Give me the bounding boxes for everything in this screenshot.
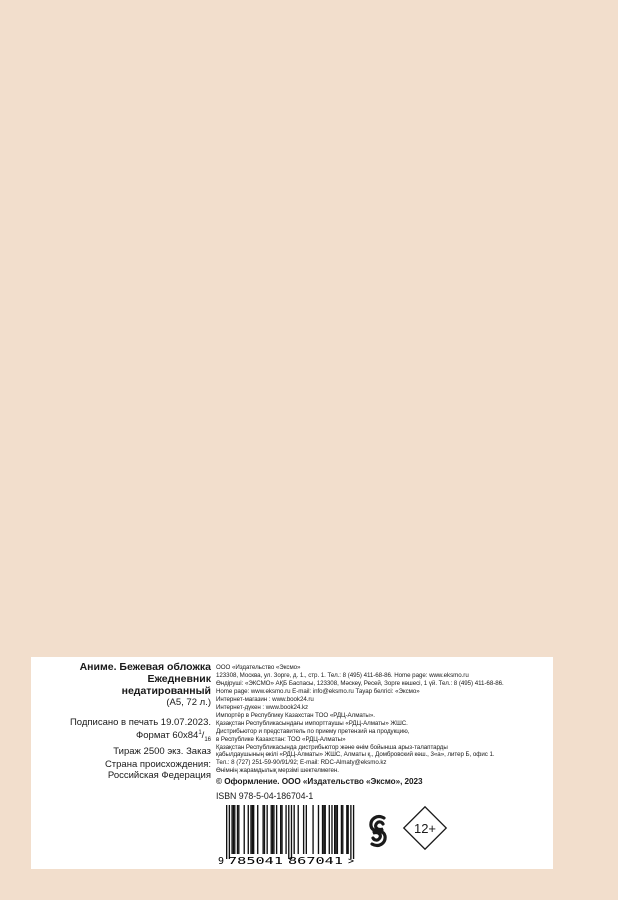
barcode-bar [294,805,295,854]
barcode-bar [244,805,245,854]
eksmo-logo-icon [366,812,390,850]
barcode-bar [233,805,234,854]
barcode-bar [346,805,347,854]
barcode-bar [226,805,227,859]
publisher-info [216,664,551,802]
copyright: © Оформление. ООО «Издательство «Эксмо», 2023 [216,777,423,787]
barcode-bar [280,805,281,854]
book-title-line-1: Аниме. Бежевая обложка [79,661,211,673]
barcode-bar [323,805,324,854]
age-rating-badge [402,805,448,851]
book-info [31,661,211,781]
publisher-line: Импортёр в Республику Казахстан ТОО «РДЦ-Алматы». [216,711,375,719]
barcode-bar [348,805,349,854]
signed-date: Подписано в печать 19.07.2023. [69,717,211,728]
publisher-line: в Республике Казахстан: ТОО «РДЦ-Алматы» [216,735,346,743]
barcode-bar [250,805,251,854]
barcode-bar [273,805,274,854]
publisher-line: Дистрибьютор и представитель по приему претензий на продукцию, [216,727,410,735]
publisher-line: Тел.: 8 (727) 251-59-90/91/92; E-mail: RDC-Almaty@eksmo.kz [216,759,387,767]
barcode-bar [312,805,313,854]
country-label: Страна происхождения: [104,759,211,771]
barcode-bar [331,805,332,854]
barcode-bar [229,805,230,859]
barcode-bar [353,805,354,859]
book-title-line-3: недатированный [121,685,211,697]
barcode-bar [238,805,239,854]
barcode-bar [325,805,326,854]
publisher-line: Қазақстан Республикасындағы импорттаушы «РДЦ-Алматы» ЖШС. [216,719,408,727]
format-sub: 16 [204,737,211,744]
publisher-line: Өндіруші: «ЭКСМО» АҚБ Баспасы, 123308, Мәскеу, Ресей, Зорге көшесі, 1 үй. Тел.: 8 (495) 411-68-86. [216,679,504,687]
format-sup: 1 [198,730,202,736]
age-rating-text: 12+ [413,821,437,836]
barcode-bar [252,805,253,854]
publisher-line: Интернет-магазин : www.book24.ru [216,695,314,703]
publisher-line: Өнімнің жарамдылық мерзімі шектелмеген. [216,767,339,775]
barcode-bar [350,805,351,859]
barcode-bar [276,805,277,854]
book-title-line-2: Ежедневник [147,673,211,685]
barcode-bar [334,805,335,854]
barcode-bar [234,805,235,854]
barcode-bar [248,805,249,854]
barcode-bar [342,805,343,854]
barcode-bar [288,805,289,859]
barcode-bar [272,805,273,854]
barcode-bar [237,805,238,854]
ean13-barcode [217,805,372,866]
barcode-bar [271,805,272,854]
barcode-left-digits: 785041 [228,856,283,866]
barcode-bar [335,805,336,854]
barcode-first-digit: 9 [218,856,225,866]
barcode-bar [329,805,330,854]
barcode-bar [337,805,338,854]
barcode-bar [264,805,265,854]
barcode-bar [303,805,304,854]
barcode-bars [226,805,354,859]
publisher-line: қабылдаушының өкілі «РДЦ-Алматы» ЖШС, Алматы қ., Домбровский көш., 3«а», литер Б, офис 1. [216,751,495,759]
imprint-label [31,657,553,869]
barcode-bar [291,805,292,859]
barcode-bar [298,805,299,854]
publisher-line: 123308, Москва, ул. Зорге, д. 1., стр. 1. Тел.: 8 (495) 411-68-86. Home page: www.eksmo.ru [216,671,469,679]
print-run: Тираж 2500 экз. Заказ [113,746,211,758]
format-note: (А5, 72 л.) [166,697,211,708]
barcode-bar [322,805,323,854]
publisher-line: Home page: www.eksmo.ru E-mail: info@eksmo.ru Тауар белгісі: «Эксмо» [216,687,420,695]
barcode-bar [285,805,286,854]
barcode-bar [231,805,232,854]
barcode-bar [281,805,282,854]
barcode-bar [341,805,342,854]
barcode-bar [267,805,268,854]
barcode-bar [262,805,263,854]
barcode-bar [306,805,307,854]
paper-format-text: Формат 60x84 [136,730,199,742]
barcode [217,805,372,866]
publisher-line: Қазақстан Республикасында дистрибьютор және өнім бойынша арыз-талаптарды [216,743,448,751]
barcode-right-digits: 867041 [288,856,343,866]
barcode-bar [257,805,258,854]
isbn: ISBN 978-5-04-186704-1 [216,791,314,802]
barcode-bar [318,805,319,854]
barcode-end-mark: > [348,856,355,866]
paper-format: Формат $60x84^1/_{16}$ [136,730,211,744]
publisher-line: ООО «Издательство «Эксмо» [216,664,301,671]
publisher-line: Интернет-дүкен : www.book24.kz [216,703,309,711]
barcode-bar [253,805,254,854]
country-value: Российская Федерация [107,770,211,782]
